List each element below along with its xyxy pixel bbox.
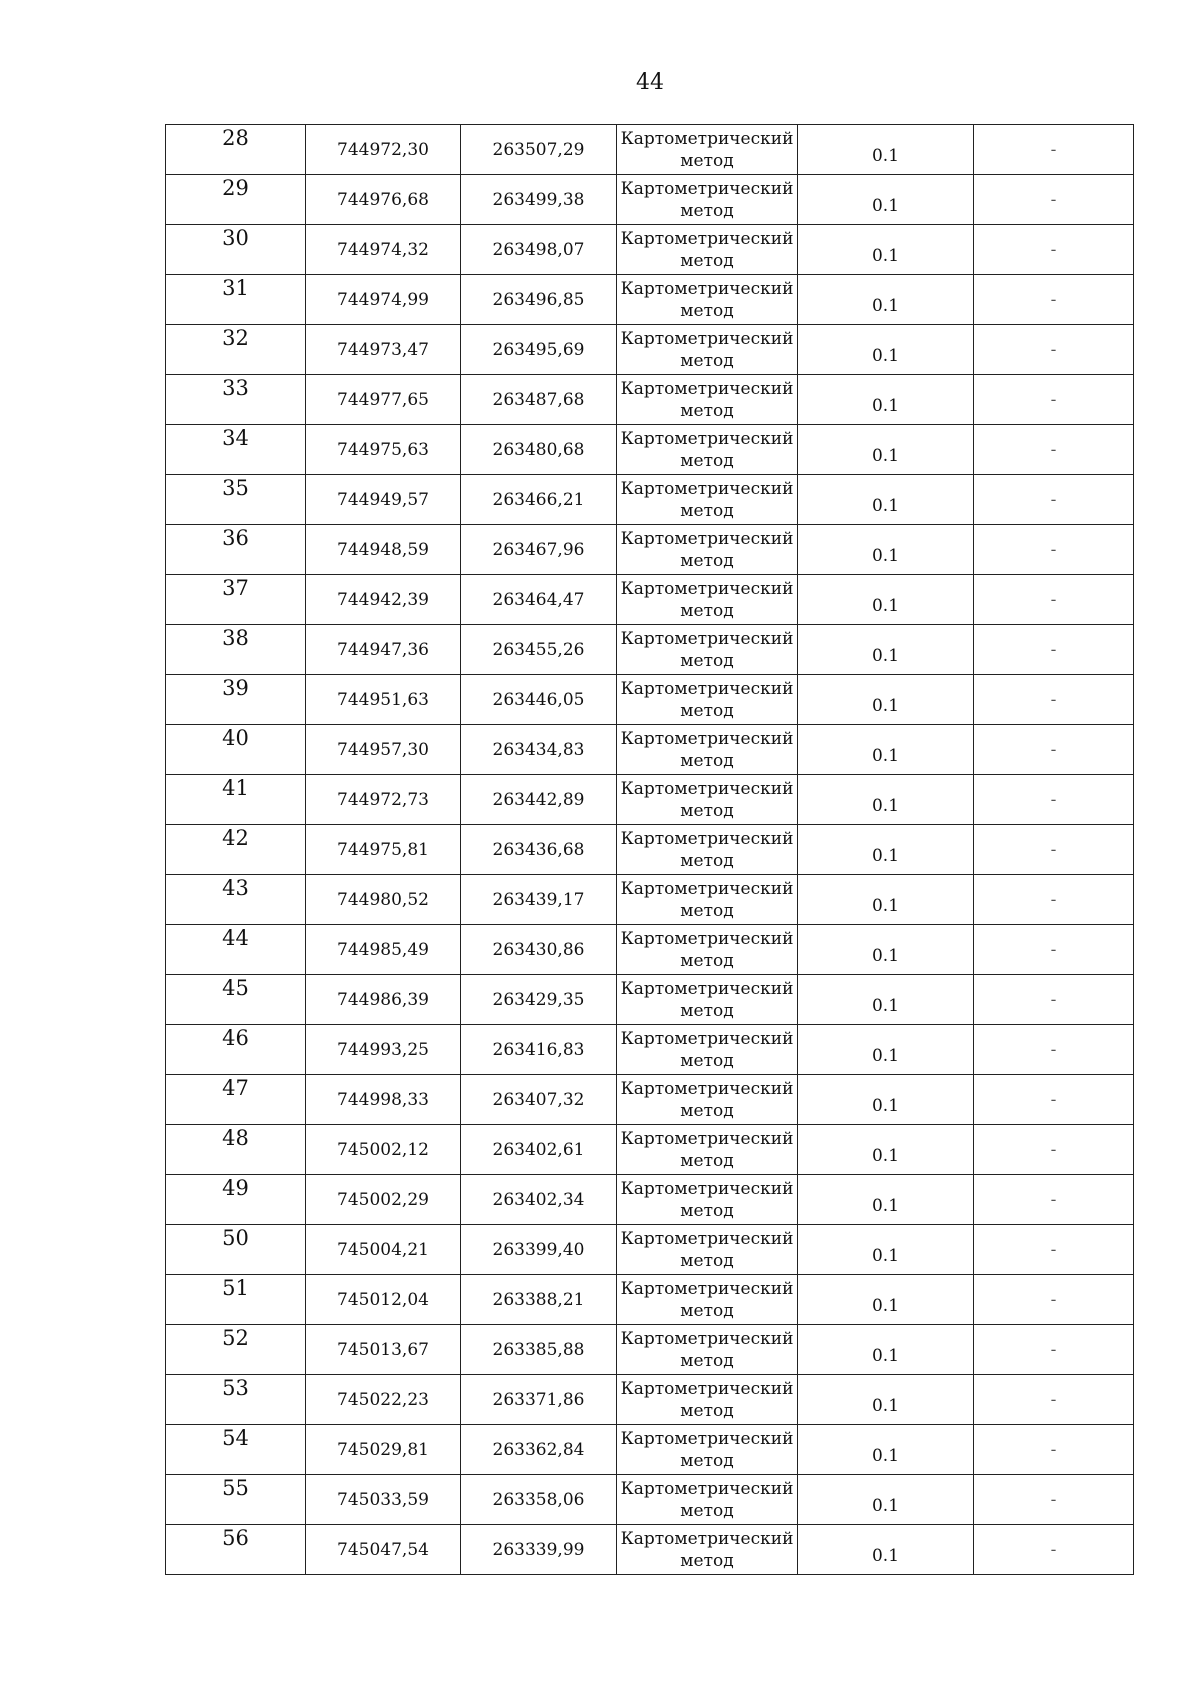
accuracy-cell: 0.1 xyxy=(798,125,974,175)
accuracy-cell: 0.1 xyxy=(798,275,974,325)
point-number-cell: 51 xyxy=(166,1275,306,1325)
method-cell: Картометрический метод xyxy=(617,1075,798,1125)
point-number-cell: 45 xyxy=(166,975,306,1025)
coordinate-x-cell: 745022,23 xyxy=(306,1375,461,1425)
point-number-cell: 39 xyxy=(166,675,306,725)
note-cell: - xyxy=(974,1125,1134,1175)
point-number-cell: 43 xyxy=(166,875,306,925)
coordinate-y-cell: 263385,88 xyxy=(461,1325,617,1375)
method-cell: Картометрический метод xyxy=(617,125,798,175)
accuracy-cell: 0.1 xyxy=(798,625,974,675)
coordinate-x-cell: 744974,99 xyxy=(306,275,461,325)
table-row xyxy=(166,775,1134,825)
method-cell: Картометрический метод xyxy=(617,525,798,575)
coordinate-y-cell: 263495,69 xyxy=(461,325,617,375)
accuracy-cell: 0.1 xyxy=(798,825,974,875)
point-number-cell: 41 xyxy=(166,775,306,825)
coordinate-y-cell: 263464,47 xyxy=(461,575,617,625)
accuracy-cell: 0.1 xyxy=(798,475,974,525)
table-row xyxy=(166,125,1134,175)
coordinate-x-cell: 745013,67 xyxy=(306,1325,461,1375)
coordinate-y-cell: 263399,40 xyxy=(461,1225,617,1275)
note-cell: - xyxy=(974,1475,1134,1525)
coordinate-x-cell: 744986,39 xyxy=(306,975,461,1025)
table-row xyxy=(166,1425,1134,1475)
coordinate-x-cell: 744974,32 xyxy=(306,225,461,275)
table-row xyxy=(166,675,1134,725)
note-cell: - xyxy=(974,1275,1134,1325)
point-number-cell: 42 xyxy=(166,825,306,875)
note-cell: - xyxy=(974,225,1134,275)
point-number-cell: 40 xyxy=(166,725,306,775)
table-row xyxy=(166,1175,1134,1225)
coordinate-x-cell: 744972,73 xyxy=(306,775,461,825)
note-cell: - xyxy=(974,275,1134,325)
accuracy-cell: 0.1 xyxy=(798,325,974,375)
accuracy-cell: 0.1 xyxy=(798,175,974,225)
point-number-cell: 46 xyxy=(166,1025,306,1075)
accuracy-cell: 0.1 xyxy=(798,425,974,475)
method-cell: Картометрический метод xyxy=(617,575,798,625)
page-number: 44 xyxy=(636,70,664,95)
note-cell: - xyxy=(974,425,1134,475)
table-row xyxy=(166,1125,1134,1175)
coordinate-y-cell: 263446,05 xyxy=(461,675,617,725)
table-row xyxy=(166,625,1134,675)
method-cell: Картометрический метод xyxy=(617,625,798,675)
point-number-cell: 28 xyxy=(166,125,306,175)
table-row xyxy=(166,575,1134,625)
coordinate-y-cell: 263416,83 xyxy=(461,1025,617,1075)
note-cell: - xyxy=(974,575,1134,625)
coordinate-x-cell: 744947,36 xyxy=(306,625,461,675)
coordinate-x-cell: 744993,25 xyxy=(306,1025,461,1075)
method-cell: Картометрический метод xyxy=(617,1125,798,1175)
coordinate-x-cell: 744998,33 xyxy=(306,1075,461,1125)
coordinate-y-cell: 263466,21 xyxy=(461,475,617,525)
method-cell: Картометрический метод xyxy=(617,1475,798,1525)
point-number-cell: 56 xyxy=(166,1525,306,1575)
note-cell: - xyxy=(974,325,1134,375)
accuracy-cell: 0.1 xyxy=(798,1225,974,1275)
table-row xyxy=(166,1475,1134,1525)
method-cell: Картометрический метод xyxy=(617,1175,798,1225)
note-cell: - xyxy=(974,475,1134,525)
table-body xyxy=(166,125,1134,1575)
point-number-cell: 30 xyxy=(166,225,306,275)
point-number-cell: 35 xyxy=(166,475,306,525)
coordinate-x-cell: 745002,12 xyxy=(306,1125,461,1175)
method-cell: Картометрический метод xyxy=(617,1375,798,1425)
point-number-cell: 50 xyxy=(166,1225,306,1275)
coordinate-y-cell: 263339,99 xyxy=(461,1525,617,1575)
coordinate-y-cell: 263362,84 xyxy=(461,1425,617,1475)
note-cell: - xyxy=(974,875,1134,925)
accuracy-cell: 0.1 xyxy=(798,225,974,275)
note-cell: - xyxy=(974,525,1134,575)
coordinate-y-cell: 263407,32 xyxy=(461,1075,617,1125)
coordinate-x-cell: 745004,21 xyxy=(306,1225,461,1275)
point-number-cell: 54 xyxy=(166,1425,306,1475)
table-row xyxy=(166,1225,1134,1275)
method-cell: Картометрический метод xyxy=(617,725,798,775)
method-cell: Картометрический метод xyxy=(617,1275,798,1325)
coordinate-y-cell: 263498,07 xyxy=(461,225,617,275)
coordinate-y-cell: 263429,35 xyxy=(461,975,617,1025)
coordinate-y-cell: 263496,85 xyxy=(461,275,617,325)
table-row xyxy=(166,1075,1134,1125)
point-number-cell: 55 xyxy=(166,1475,306,1525)
table-row xyxy=(166,1325,1134,1375)
coordinate-x-cell: 744972,30 xyxy=(306,125,461,175)
table-row xyxy=(166,425,1134,475)
coordinate-y-cell: 263434,83 xyxy=(461,725,617,775)
accuracy-cell: 0.1 xyxy=(798,1375,974,1425)
coordinate-x-cell: 744975,81 xyxy=(306,825,461,875)
coordinate-x-cell: 744949,57 xyxy=(306,475,461,525)
coordinate-y-cell: 263402,34 xyxy=(461,1175,617,1225)
coordinate-y-cell: 263507,29 xyxy=(461,125,617,175)
coordinate-y-cell: 263358,06 xyxy=(461,1475,617,1525)
table-row xyxy=(166,175,1134,225)
note-cell: - xyxy=(974,1525,1134,1575)
point-number-cell: 48 xyxy=(166,1125,306,1175)
point-number-cell: 47 xyxy=(166,1075,306,1125)
method-cell: Картометрический метод xyxy=(617,875,798,925)
accuracy-cell: 0.1 xyxy=(798,1175,974,1225)
coordinate-y-cell: 263436,68 xyxy=(461,825,617,875)
accuracy-cell: 0.1 xyxy=(798,525,974,575)
note-cell: - xyxy=(974,925,1134,975)
note-cell: - xyxy=(974,725,1134,775)
coordinate-x-cell: 744976,68 xyxy=(306,175,461,225)
note-cell: - xyxy=(974,975,1134,1025)
point-number-cell: 52 xyxy=(166,1325,306,1375)
note-cell: - xyxy=(974,1225,1134,1275)
coordinate-y-cell: 263480,68 xyxy=(461,425,617,475)
table-row xyxy=(166,275,1134,325)
point-number-cell: 37 xyxy=(166,575,306,625)
point-number-cell: 36 xyxy=(166,525,306,575)
table-row xyxy=(166,375,1134,425)
point-number-cell: 34 xyxy=(166,425,306,475)
coordinate-y-cell: 263455,26 xyxy=(461,625,617,675)
accuracy-cell: 0.1 xyxy=(798,1325,974,1375)
accuracy-cell: 0.1 xyxy=(798,575,974,625)
coordinate-y-cell: 263499,38 xyxy=(461,175,617,225)
table-row xyxy=(166,975,1134,1025)
note-cell: - xyxy=(974,1075,1134,1125)
table-row xyxy=(166,925,1134,975)
method-cell: Картометрический метод xyxy=(617,475,798,525)
coordinate-x-cell: 744980,52 xyxy=(306,875,461,925)
point-number-cell: 44 xyxy=(166,925,306,975)
table-row xyxy=(166,325,1134,375)
coordinate-x-cell: 744957,30 xyxy=(306,725,461,775)
note-cell: - xyxy=(974,775,1134,825)
table-row xyxy=(166,1025,1134,1075)
point-number-cell: 29 xyxy=(166,175,306,225)
method-cell: Картометрический метод xyxy=(617,1225,798,1275)
accuracy-cell: 0.1 xyxy=(798,775,974,825)
coordinate-x-cell: 745033,59 xyxy=(306,1475,461,1525)
table-row xyxy=(166,225,1134,275)
accuracy-cell: 0.1 xyxy=(798,1475,974,1525)
point-number-cell: 31 xyxy=(166,275,306,325)
coordinate-y-cell: 263371,86 xyxy=(461,1375,617,1425)
point-number-cell: 53 xyxy=(166,1375,306,1425)
note-cell: - xyxy=(974,1175,1134,1225)
note-cell: - xyxy=(974,1425,1134,1475)
method-cell: Картометрический метод xyxy=(617,1425,798,1475)
method-cell: Картометрический метод xyxy=(617,1025,798,1075)
coordinate-x-cell: 744948,59 xyxy=(306,525,461,575)
method-cell: Картометрический метод xyxy=(617,175,798,225)
method-cell: Картометрический метод xyxy=(617,275,798,325)
note-cell: - xyxy=(974,1025,1134,1075)
point-number-cell: 49 xyxy=(166,1175,306,1225)
note-cell: - xyxy=(974,825,1134,875)
table-row xyxy=(166,1525,1134,1575)
coordinate-x-cell: 745012,04 xyxy=(306,1275,461,1325)
coordinate-x-cell: 744973,47 xyxy=(306,325,461,375)
method-cell: Картометрический метод xyxy=(617,675,798,725)
point-number-cell: 33 xyxy=(166,375,306,425)
coordinate-x-cell: 744951,63 xyxy=(306,675,461,725)
point-number-cell: 32 xyxy=(166,325,306,375)
accuracy-cell: 0.1 xyxy=(798,925,974,975)
table-row xyxy=(166,725,1134,775)
method-cell: Картометрический метод xyxy=(617,825,798,875)
coordinate-y-cell: 263388,21 xyxy=(461,1275,617,1325)
coordinate-y-cell: 263467,96 xyxy=(461,525,617,575)
coordinate-x-cell: 744942,39 xyxy=(306,575,461,625)
table-row xyxy=(166,825,1134,875)
note-cell: - xyxy=(974,625,1134,675)
method-cell: Картометрический метод xyxy=(617,925,798,975)
coordinate-x-cell: 744985,49 xyxy=(306,925,461,975)
accuracy-cell: 0.1 xyxy=(798,1075,974,1125)
accuracy-cell: 0.1 xyxy=(798,1525,974,1575)
method-cell: Картометрический метод xyxy=(617,325,798,375)
accuracy-cell: 0.1 xyxy=(798,975,974,1025)
coordinate-y-cell: 263402,61 xyxy=(461,1125,617,1175)
table-row xyxy=(166,1375,1134,1425)
accuracy-cell: 0.1 xyxy=(798,875,974,925)
coordinate-x-cell: 745047,54 xyxy=(306,1525,461,1575)
coordinate-y-cell: 263487,68 xyxy=(461,375,617,425)
coordinate-x-cell: 744977,65 xyxy=(306,375,461,425)
note-cell: - xyxy=(974,375,1134,425)
method-cell: Картометрический метод xyxy=(617,375,798,425)
point-number-cell: 38 xyxy=(166,625,306,675)
coordinate-y-cell: 263442,89 xyxy=(461,775,617,825)
coordinate-x-cell: 745002,29 xyxy=(306,1175,461,1225)
method-cell: Картометрический метод xyxy=(617,425,798,475)
method-cell: Картометрический метод xyxy=(617,1325,798,1375)
method-cell: Картометрический метод xyxy=(617,225,798,275)
method-cell: Картометрический метод xyxy=(617,1525,798,1575)
coordinate-x-cell: 744975,63 xyxy=(306,425,461,475)
table-row xyxy=(166,1275,1134,1325)
accuracy-cell: 0.1 xyxy=(798,1425,974,1475)
method-cell: Картометрический метод xyxy=(617,975,798,1025)
table-row xyxy=(166,875,1134,925)
coordinate-y-cell: 263439,17 xyxy=(461,875,617,925)
accuracy-cell: 0.1 xyxy=(798,1025,974,1075)
note-cell: - xyxy=(974,125,1134,175)
note-cell: - xyxy=(974,1375,1134,1425)
note-cell: - xyxy=(974,175,1134,225)
table-row xyxy=(166,475,1134,525)
accuracy-cell: 0.1 xyxy=(798,675,974,725)
note-cell: - xyxy=(974,1325,1134,1375)
accuracy-cell: 0.1 xyxy=(798,725,974,775)
coordinate-x-cell: 745029,81 xyxy=(306,1425,461,1475)
note-cell: - xyxy=(974,675,1134,725)
coordinates-table xyxy=(165,124,1134,1575)
coordinate-y-cell: 263430,86 xyxy=(461,925,617,975)
accuracy-cell: 0.1 xyxy=(798,1275,974,1325)
table-row xyxy=(166,525,1134,575)
accuracy-cell: 0.1 xyxy=(798,375,974,425)
method-cell: Картометрический метод xyxy=(617,775,798,825)
accuracy-cell: 0.1 xyxy=(798,1125,974,1175)
